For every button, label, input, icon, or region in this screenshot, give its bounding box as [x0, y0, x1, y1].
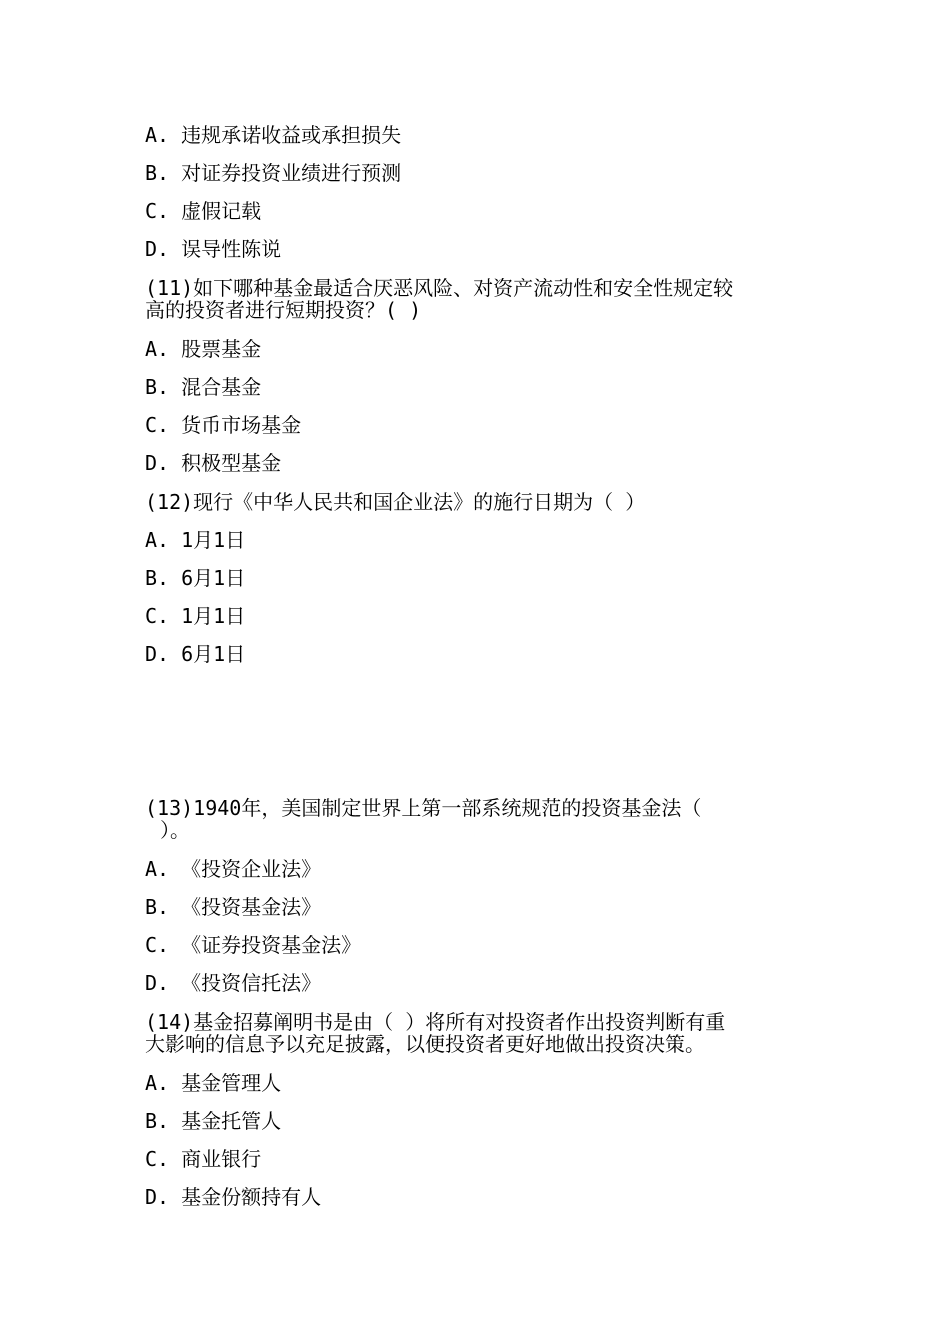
- q14-stem-line1: (14)基金招募阐明书是由（ ）将所有对投资者作出投资判断有重: [145, 1010, 726, 1034]
- q10-option-d: D. 误导性陈说: [145, 237, 282, 261]
- q14-option-a: A. 基金管理人: [145, 1071, 282, 1095]
- q10-option-b: B. 对证券投资业绩进行预测: [145, 161, 402, 185]
- q10-option-a: A. 违规承诺收益或承担损失: [145, 123, 402, 147]
- q10-option-c: C. 虚假记载: [145, 199, 262, 223]
- q13-option-a: A. 《投资企业法》: [145, 857, 322, 881]
- q13-stem-line1: (13)1940年，美国制定世界上第一部系统规范的投资基金法（: [145, 796, 702, 820]
- q13-stem-line2: ）。: [160, 818, 190, 842]
- q13-option-d: D. 《投资信托法》: [145, 971, 322, 995]
- q13-option-b: B. 《投资基金法》: [145, 895, 322, 919]
- q14-stem-line2: 大影响的信息予以充足披露，以便投资者更好地做出投资决策。: [145, 1032, 705, 1056]
- q11-stem-line2: 高的投资者进行短期投资？( ): [145, 298, 422, 322]
- q11-stem-line1: (11)如下哪种基金最适合厌恶风险、对资产流动性和安全性规定较: [145, 276, 734, 300]
- q12-option-a: A. 1月1日: [145, 528, 246, 552]
- q11-option-c: C. 货币市场基金: [145, 413, 302, 437]
- q12-option-c: C. 1月1日: [145, 604, 246, 628]
- q14-option-d: D. 基金份额持有人: [145, 1185, 322, 1209]
- q12-stem: (12)现行《中华人民共和国企业法》的施行日期为（ ）: [145, 490, 646, 514]
- q11-option-d: D. 积极型基金: [145, 451, 282, 475]
- q12-option-b: B. 6月1日: [145, 566, 246, 590]
- q13-option-c: C. 《证券投资基金法》: [145, 933, 362, 957]
- q11-option-b: B. 混合基金: [145, 375, 262, 399]
- q14-option-c: C. 商业银行: [145, 1147, 262, 1171]
- q14-option-b: B. 基金托管人: [145, 1109, 282, 1133]
- q12-option-d: D. 6月1日: [145, 642, 246, 666]
- q11-option-a: A. 股票基金: [145, 337, 262, 361]
